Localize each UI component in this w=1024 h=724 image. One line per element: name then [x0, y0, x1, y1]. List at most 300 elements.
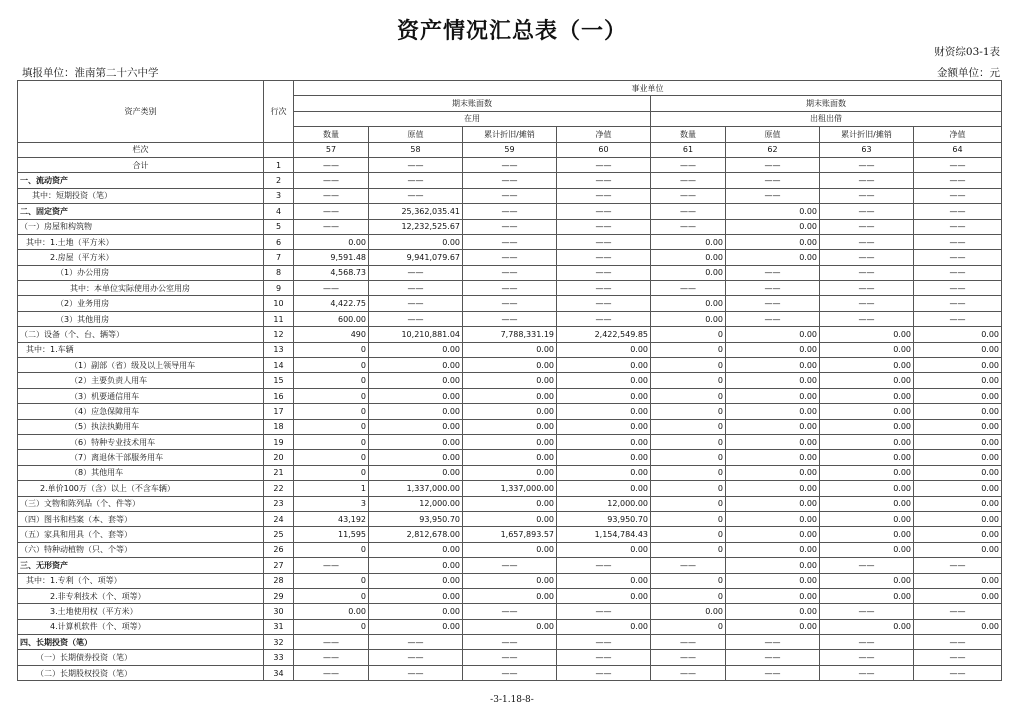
row-value: 0.00 [820, 619, 914, 634]
row-value: 0.00 [463, 542, 557, 557]
row-value: —— [294, 219, 369, 234]
row-value: —— [914, 265, 1002, 280]
row-value: 0.00 [557, 481, 651, 496]
row-line-number: 26 [264, 542, 294, 557]
row-value: 600.00 [294, 311, 369, 326]
asset-summary-table [17, 80, 1002, 681]
row-value: 0.00 [294, 234, 369, 249]
row-value: 0.00 [463, 573, 557, 588]
row-value: —— [557, 635, 651, 650]
row-value: 0.00 [820, 358, 914, 373]
row-value: —— [557, 250, 651, 265]
row-value: 1 [294, 481, 369, 496]
row-line-number: 12 [264, 327, 294, 342]
row-value: 43,192 [294, 511, 369, 526]
column-number-blank [264, 142, 294, 157]
row-line-number: 10 [264, 296, 294, 311]
table-row [18, 173, 1002, 188]
row-value: 0.00 [557, 434, 651, 449]
row-value: 0 [651, 373, 726, 388]
row-value: —— [557, 265, 651, 280]
row-value: 0.00 [914, 481, 1002, 496]
row-value: 10,210,881.04 [369, 327, 463, 342]
row-value: 12,232,525.67 [369, 219, 463, 234]
row-line-number: 23 [264, 496, 294, 511]
row-line-number: 6 [264, 234, 294, 249]
row-line-number: 20 [264, 450, 294, 465]
row-value: 0.00 [726, 573, 820, 588]
row-value: —— [369, 265, 463, 280]
row-label: 四、长期投资（笔） [18, 635, 264, 650]
column-number: 59 [463, 142, 557, 157]
row-value: 1,337,000.00 [463, 481, 557, 496]
row-value: —— [463, 281, 557, 296]
row-value: —— [463, 234, 557, 249]
table-row [18, 219, 1002, 234]
row-value: 0 [294, 342, 369, 357]
row-value: 0.00 [463, 373, 557, 388]
table-row [18, 311, 1002, 326]
row-value: —— [914, 157, 1002, 172]
row-value: —— [651, 173, 726, 188]
row-value: 0.00 [726, 250, 820, 265]
row-value: 0.00 [369, 588, 463, 603]
row-value: —— [294, 188, 369, 203]
row-value: —— [369, 157, 463, 172]
table-row [18, 265, 1002, 280]
row-value: 0.00 [726, 327, 820, 342]
row-value: 0.00 [820, 388, 914, 403]
row-value: —— [463, 558, 557, 573]
row-value: 0 [651, 419, 726, 434]
row-value: —— [369, 650, 463, 665]
row-value: 0.00 [369, 434, 463, 449]
row-line-number: 18 [264, 419, 294, 434]
row-value: 0 [294, 619, 369, 634]
row-value: —— [820, 604, 914, 619]
row-line-number: 33 [264, 650, 294, 665]
row-label: 其中：1.土地（平方米） [18, 234, 264, 249]
row-value: 4,568.73 [294, 265, 369, 280]
row-value: —— [651, 650, 726, 665]
row-value: 0 [294, 358, 369, 373]
row-value: 0.00 [651, 250, 726, 265]
header-period-end-in-use: 期末账面数 [294, 96, 651, 111]
row-value: 0.00 [820, 327, 914, 342]
row-line-number: 14 [264, 358, 294, 373]
row-line-number: 7 [264, 250, 294, 265]
row-value: —— [294, 558, 369, 573]
row-value: 0.00 [726, 358, 820, 373]
table-row [18, 404, 1002, 419]
table-row [18, 465, 1002, 480]
row-value: 0.00 [369, 373, 463, 388]
row-line-number: 8 [264, 265, 294, 280]
row-value: 0.00 [820, 419, 914, 434]
row-value: —— [294, 650, 369, 665]
row-value: —— [726, 635, 820, 650]
table-row [18, 373, 1002, 388]
row-value: 0 [651, 527, 726, 542]
row-value: 0.00 [820, 450, 914, 465]
column-header: 净值 [557, 127, 651, 142]
row-value: 0 [651, 542, 726, 557]
row-value: 0 [294, 419, 369, 434]
row-value: —— [463, 204, 557, 219]
row-value: 0.00 [463, 434, 557, 449]
asset-rows [18, 157, 1002, 680]
row-label: （3）机要通信用车 [18, 388, 264, 403]
row-value: —— [651, 665, 726, 680]
row-label: 2.单价100万（含）以上（不含车辆） [18, 481, 264, 496]
row-value: 2,422,549.85 [557, 327, 651, 342]
table-row [18, 250, 1002, 265]
row-value: —— [651, 281, 726, 296]
page-number: -3-1.18-8- [490, 695, 534, 705]
row-value: —— [726, 296, 820, 311]
row-value: 0.00 [463, 342, 557, 357]
row-label: （四）图书和档案（本、套等） [18, 511, 264, 526]
column-number: 64 [914, 142, 1002, 157]
row-value: 0.00 [463, 450, 557, 465]
row-value: —— [463, 665, 557, 680]
row-line-number: 15 [264, 373, 294, 388]
row-value: 0.00 [726, 419, 820, 434]
row-value: 0.00 [914, 465, 1002, 480]
row-label: （6）特种专业技术用车 [18, 434, 264, 449]
row-label: 二、固定资产 [18, 204, 264, 219]
row-value: 0 [651, 342, 726, 357]
column-number: 60 [557, 142, 651, 157]
table-row [18, 558, 1002, 573]
header-line-number: 行次 [264, 81, 294, 143]
row-value: —— [463, 296, 557, 311]
row-label: 其中：1.专利（个、项等） [18, 573, 264, 588]
row-value: —— [294, 281, 369, 296]
row-line-number: 13 [264, 342, 294, 357]
table-row [18, 604, 1002, 619]
row-value: 0.00 [726, 465, 820, 480]
row-value: —— [914, 296, 1002, 311]
row-value: 490 [294, 327, 369, 342]
row-value: —— [726, 173, 820, 188]
row-value: —— [914, 311, 1002, 326]
row-value: 0.00 [369, 404, 463, 419]
row-value: —— [463, 157, 557, 172]
row-value: 0.00 [557, 404, 651, 419]
reporting-unit: 填报单位：淮南第二十六中学 [22, 67, 159, 79]
row-value: 0 [651, 450, 726, 465]
row-value: 0.00 [557, 588, 651, 603]
row-value: 0.00 [651, 604, 726, 619]
row-value: —— [369, 281, 463, 296]
row-line-number: 16 [264, 388, 294, 403]
row-value: 0.00 [557, 342, 651, 357]
row-value: —— [369, 173, 463, 188]
row-line-number: 5 [264, 219, 294, 234]
table-row [18, 481, 1002, 496]
row-label: 合计 [18, 157, 264, 172]
row-value: —— [820, 188, 914, 203]
table-row [18, 573, 1002, 588]
row-line-number: 9 [264, 281, 294, 296]
row-value: 0 [294, 404, 369, 419]
column-header: 原值 [726, 127, 820, 142]
table-row [18, 542, 1002, 557]
row-line-number: 22 [264, 481, 294, 496]
row-value: 0 [651, 358, 726, 373]
row-value: —— [726, 157, 820, 172]
table-row [18, 204, 1002, 219]
row-value: 0.00 [557, 388, 651, 403]
row-value: —— [820, 311, 914, 326]
row-value: —— [820, 219, 914, 234]
row-line-number: 25 [264, 527, 294, 542]
row-value: 0 [294, 373, 369, 388]
row-line-number: 30 [264, 604, 294, 619]
row-value: —— [463, 188, 557, 203]
row-label: （8）其他用车 [18, 465, 264, 480]
row-value: 0.00 [726, 496, 820, 511]
row-label: 一、流动资产 [18, 173, 264, 188]
row-value: —— [294, 157, 369, 172]
table-row [18, 434, 1002, 449]
row-line-number: 34 [264, 665, 294, 680]
row-value: —— [914, 635, 1002, 650]
row-value: 0.00 [557, 373, 651, 388]
row-value: —— [651, 635, 726, 650]
row-value: —— [820, 281, 914, 296]
row-value: 0.00 [726, 388, 820, 403]
row-value: —— [557, 665, 651, 680]
row-value: 7,788,331.19 [463, 327, 557, 342]
row-value: —— [914, 604, 1002, 619]
row-value: —— [820, 265, 914, 280]
row-value: 0.00 [369, 558, 463, 573]
row-value: 9,591.48 [294, 250, 369, 265]
row-value: —— [820, 234, 914, 249]
row-value: 0.00 [820, 342, 914, 357]
row-value: 0 [651, 404, 726, 419]
row-value: 0.00 [914, 588, 1002, 603]
header-period-end-rented: 期末账面数 [651, 96, 1002, 111]
row-line-number: 21 [264, 465, 294, 480]
row-value: —— [914, 219, 1002, 234]
table-row [18, 281, 1002, 296]
row-line-number: 27 [264, 558, 294, 573]
row-value: —— [557, 604, 651, 619]
row-label: （一）房屋和构筑物 [18, 219, 264, 234]
row-value: 0.00 [726, 219, 820, 234]
row-value: —— [294, 204, 369, 219]
row-value: —— [820, 558, 914, 573]
row-value: 0.00 [914, 496, 1002, 511]
row-value: —— [369, 296, 463, 311]
row-value: 93,950.70 [369, 511, 463, 526]
column-header: 数量 [294, 127, 369, 142]
row-line-number: 24 [264, 511, 294, 526]
row-value: —— [557, 311, 651, 326]
column-number: 57 [294, 142, 369, 157]
row-value: 0.00 [726, 604, 820, 619]
row-value: 0 [651, 496, 726, 511]
row-value: 1,337,000.00 [369, 481, 463, 496]
row-value: 0.00 [914, 327, 1002, 342]
row-value: —— [557, 558, 651, 573]
row-value: 0 [651, 481, 726, 496]
row-value: —— [820, 173, 914, 188]
column-number: 62 [726, 142, 820, 157]
row-value: 0.00 [369, 358, 463, 373]
table-row [18, 619, 1002, 634]
row-value: 0.00 [726, 588, 820, 603]
row-value: 0.00 [369, 573, 463, 588]
row-value: —— [726, 188, 820, 203]
column-number: 63 [820, 142, 914, 157]
row-value: 0.00 [726, 404, 820, 419]
row-label: 其中：本单位实际使用办公室用房 [18, 281, 264, 296]
table-row [18, 511, 1002, 526]
row-value: 0 [651, 511, 726, 526]
column-header: 原值 [369, 127, 463, 142]
header-rented-lent: 出租出借 [651, 111, 1002, 126]
row-value: —— [369, 188, 463, 203]
row-value: 0.00 [914, 511, 1002, 526]
row-line-number: 32 [264, 635, 294, 650]
row-value: 0 [651, 327, 726, 342]
row-value: —— [820, 204, 914, 219]
row-value: 0.00 [463, 419, 557, 434]
row-value: 0.00 [914, 619, 1002, 634]
row-value: 0.00 [820, 573, 914, 588]
header-in-use: 在用 [294, 111, 651, 126]
row-value: 0.00 [820, 542, 914, 557]
row-value: 0 [651, 465, 726, 480]
row-value: 0 [651, 434, 726, 449]
row-value: 0.00 [820, 511, 914, 526]
row-value: 0.00 [557, 542, 651, 557]
table-row [18, 358, 1002, 373]
row-line-number: 19 [264, 434, 294, 449]
row-value: —— [463, 635, 557, 650]
row-value: 0.00 [726, 234, 820, 249]
row-label: （三）文物和陈列品（个、件等） [18, 496, 264, 511]
row-value: 12,000.00 [369, 496, 463, 511]
row-value: 0.00 [726, 527, 820, 542]
row-value: 0.00 [726, 450, 820, 465]
row-value: —— [369, 665, 463, 680]
table-row [18, 635, 1002, 650]
row-label: （六）特种动植物（只、个等） [18, 542, 264, 557]
table-row [18, 419, 1002, 434]
row-value: —— [557, 204, 651, 219]
row-value: —— [914, 665, 1002, 680]
row-value: 0.00 [463, 496, 557, 511]
row-value: —— [726, 665, 820, 680]
row-value: 0.00 [651, 311, 726, 326]
row-value: 0.00 [914, 358, 1002, 373]
row-value: —— [914, 250, 1002, 265]
row-line-number: 1 [264, 157, 294, 172]
row-value: 0 [294, 388, 369, 403]
row-value: 0.00 [557, 450, 651, 465]
row-value: —— [463, 265, 557, 280]
row-value: 0.00 [820, 588, 914, 603]
row-value: 0.00 [557, 465, 651, 480]
row-value: 0.00 [914, 434, 1002, 449]
row-value: 0.00 [820, 465, 914, 480]
table-row [18, 388, 1002, 403]
row-value: 0.00 [726, 558, 820, 573]
row-value: —— [294, 665, 369, 680]
table-row [18, 327, 1002, 342]
row-value: —— [294, 635, 369, 650]
row-value: 0 [294, 450, 369, 465]
row-line-number: 3 [264, 188, 294, 203]
row-value: 0.00 [914, 404, 1002, 419]
row-value: 1,657,893.57 [463, 527, 557, 542]
row-value: —— [914, 204, 1002, 219]
row-label: （2）主要负责人用车 [18, 373, 264, 388]
table-row [18, 588, 1002, 603]
row-value: —— [820, 635, 914, 650]
row-value: 0.00 [557, 419, 651, 434]
row-value: —— [820, 296, 914, 311]
row-value: 0.00 [463, 358, 557, 373]
row-value: —— [651, 188, 726, 203]
row-value: —— [557, 188, 651, 203]
row-value: —— [557, 234, 651, 249]
row-value: 0.00 [557, 619, 651, 634]
row-value: —— [914, 234, 1002, 249]
row-label: 三、无形资产 [18, 558, 264, 573]
row-label: （一）长期债券投资（笔） [18, 650, 264, 665]
row-value: 0.00 [369, 465, 463, 480]
row-label: （4）应急保障用车 [18, 404, 264, 419]
row-label: 其中：短期投资（笔） [18, 188, 264, 203]
row-value: 0.00 [369, 450, 463, 465]
table-row [18, 665, 1002, 680]
row-label: 4.计算机软件（个、项等） [18, 619, 264, 634]
row-value: 0.00 [557, 573, 651, 588]
row-value: —— [369, 311, 463, 326]
row-value: 0 [294, 434, 369, 449]
row-line-number: 17 [264, 404, 294, 419]
row-value: 0.00 [914, 450, 1002, 465]
row-label: （二）长期股权投资（笔） [18, 665, 264, 680]
table-row [18, 527, 1002, 542]
row-value: 0 [651, 588, 726, 603]
row-value: 0.00 [369, 604, 463, 619]
currency-unit: 金额单位：元 [937, 67, 1000, 79]
row-line-number: 2 [264, 173, 294, 188]
row-line-number: 31 [264, 619, 294, 634]
row-value: —— [557, 281, 651, 296]
row-value: —— [294, 173, 369, 188]
row-value: —— [726, 265, 820, 280]
row-value: 2,812,678.00 [369, 527, 463, 542]
row-value: 12,000.00 [557, 496, 651, 511]
row-value: 0.00 [463, 511, 557, 526]
row-value: 0.00 [463, 388, 557, 403]
row-line-number: 11 [264, 311, 294, 326]
row-value: 0.00 [369, 619, 463, 634]
row-value: 0.00 [914, 573, 1002, 588]
column-header: 数量 [651, 127, 726, 142]
row-label: 2.房屋（平方米） [18, 250, 264, 265]
row-value: 0.00 [820, 527, 914, 542]
row-label: （2）业务用房 [18, 296, 264, 311]
